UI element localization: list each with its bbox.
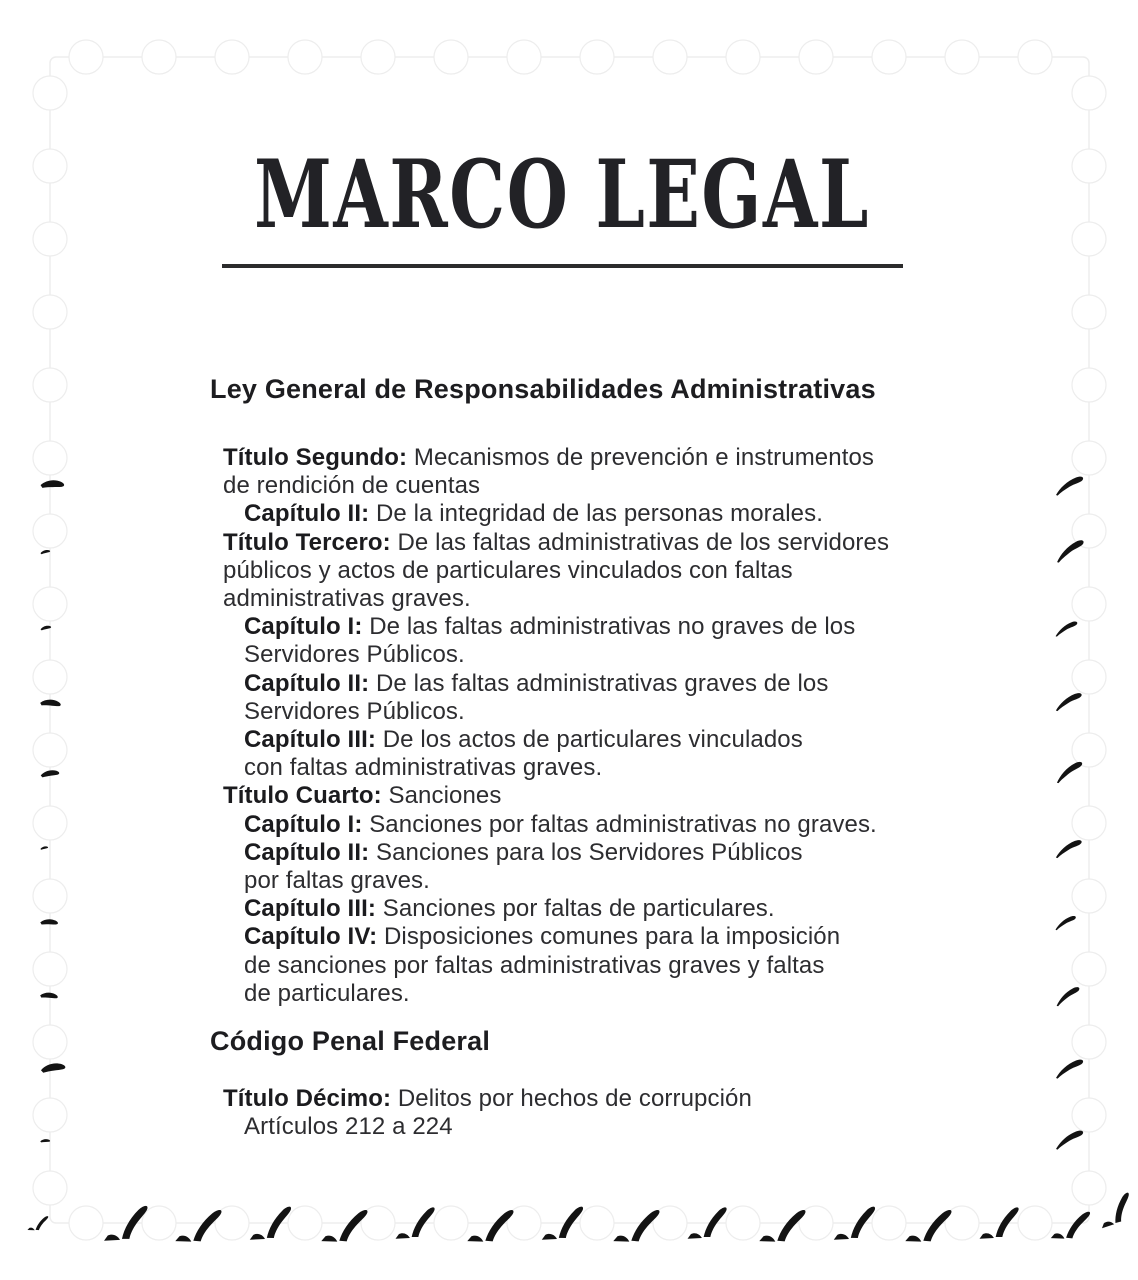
item-text: De las faltas administrativas no graves de los (362, 613, 856, 641)
item-label: Capítulo II: (244, 669, 370, 697)
toc-line (210, 980, 990, 1008)
title-divider (222, 264, 903, 268)
item-text: con faltas administrativas graves. (244, 754, 603, 782)
toc-line (210, 698, 990, 726)
item-text: Sanciones por faltas administrativas no graves. (362, 810, 877, 838)
toc-line (210, 557, 990, 585)
item-label: Capítulo II: (244, 500, 370, 528)
toc-line (210, 585, 990, 613)
item-text: Sanciones (381, 782, 502, 810)
item-text: Mecanismos de prevención e instrumentos (407, 444, 875, 471)
item-text: públicos y actos de particulares vinculados con faltas (223, 556, 793, 584)
toc-line (210, 472, 990, 500)
item-text: De la integridad de las personas morales. (369, 500, 823, 528)
item-text: de rendición de cuentas (223, 472, 481, 500)
toc-line (210, 923, 990, 951)
item-text: De las faltas administrativas de los servidores (390, 528, 890, 556)
toc-line (210, 670, 990, 698)
item-label: Título Cuarto: (223, 782, 382, 810)
legal-framework-content (210, 372, 990, 1141)
toc-line (210, 811, 990, 839)
item-text: Servidores Públicos. (244, 697, 465, 725)
page-title: MARCO LEGAL (254, 139, 870, 250)
toc-line (210, 867, 990, 895)
toc-line (210, 895, 990, 923)
section-heading: Código Penal Federal (210, 1026, 491, 1057)
toc-line (210, 500, 990, 528)
item-label: Capítulo III: (244, 726, 376, 754)
item-text: Artículos 212 a 224 (244, 1113, 453, 1141)
item-text: Sanciones por faltas de particulares. (375, 895, 775, 923)
section-heading: Ley General de Responsabilidades Administrativas (210, 374, 876, 404)
section-lines (210, 1085, 990, 1141)
item-text: De las faltas administrativas graves de los (369, 669, 829, 697)
item-text: Disposiciones comunes para la imposición (377, 923, 841, 951)
item-label: Capítulo II: (244, 838, 370, 866)
toc-line (210, 641, 990, 669)
toc-line (210, 726, 990, 754)
item-label: Capítulo I: (244, 810, 363, 838)
item-label: Título Décimo: (223, 1085, 392, 1113)
item-text: por faltas graves. (244, 867, 430, 895)
item-label: Capítulo III: (244, 895, 376, 923)
item-text: de particulares. (244, 979, 410, 1007)
item-label: Título Segundo: (223, 444, 408, 471)
toc-line (210, 782, 990, 810)
item-text: Sanciones para los Servidores Públicos (369, 838, 803, 866)
toc-line (210, 754, 990, 782)
toc-line (210, 529, 990, 557)
toc-line (210, 1113, 990, 1141)
toc-line (210, 444, 990, 472)
toc-line (210, 1085, 990, 1113)
item-text: De los actos de particulares vinculados (375, 726, 803, 754)
item-label: Capítulo I: (244, 613, 363, 641)
item-label: Título Tercero: (223, 528, 391, 556)
item-label: Capítulo IV: (244, 923, 378, 951)
item-text: de sanciones por faltas administrativas graves y faltas (244, 951, 825, 979)
section-lines (210, 444, 990, 1008)
toc-line (210, 839, 990, 867)
item-text: Delitos por hechos de corrupción (391, 1085, 752, 1113)
toc-line (210, 613, 990, 641)
toc-line (210, 952, 990, 980)
item-text: Servidores Públicos. (244, 641, 465, 669)
item-text: administrativas graves. (223, 585, 471, 613)
